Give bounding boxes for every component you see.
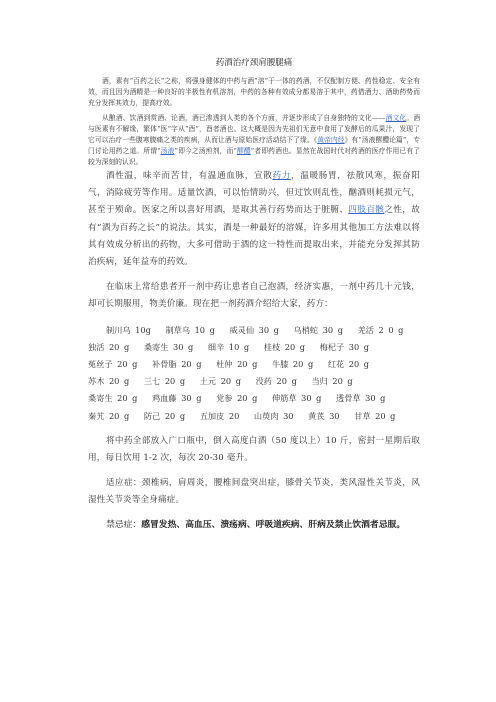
herb-item: 鸡血藤 30 g bbox=[152, 393, 202, 404]
link-sizhi-baihai[interactable]: 四肢百骸 bbox=[348, 205, 385, 216]
herb-item: 当归 20 g bbox=[311, 376, 353, 387]
herb-item: 防己 20 g bbox=[143, 410, 186, 421]
herb-item: 秦艽 20 g bbox=[88, 410, 130, 421]
herb-item: 补骨脂 20 g bbox=[152, 359, 202, 370]
herb-item: 土元 20 g bbox=[199, 376, 241, 387]
link-yaoli[interactable]: 药力 bbox=[272, 171, 291, 181]
herb-list bbox=[88, 322, 420, 425]
link-jiu-wenhua[interactable]: 酒文化 bbox=[385, 114, 407, 122]
herb-item: 制川乌 10g bbox=[106, 324, 151, 335]
herb-item: 红花 20 g bbox=[327, 359, 370, 370]
herb-item: 没药 20 g bbox=[255, 376, 297, 387]
herb-item: 威灵仙 30 g bbox=[229, 324, 279, 335]
herb-item: 细辛 10 g bbox=[207, 341, 250, 352]
link-laoli[interactable]: 醪醴 bbox=[236, 147, 251, 155]
herb-item: 桑寄生 30 g bbox=[143, 341, 194, 352]
contraindications-label: 禁忌症： bbox=[106, 519, 142, 530]
herb-item: 苏木 20 g bbox=[88, 376, 130, 387]
herb-item: 三七 20 g bbox=[143, 376, 186, 387]
page-title: 药酒治疗颈肩腰腿痛 bbox=[215, 58, 293, 68]
herb-item: 桑寄生 20 g bbox=[88, 393, 138, 404]
herb-item: 独活 20 g bbox=[88, 341, 130, 352]
paragraph-contraindications bbox=[88, 518, 420, 532]
document-page bbox=[88, 56, 420, 532]
herb-item: 乌梢蛇 30 g bbox=[293, 324, 343, 335]
paragraph-culture: 从酿酒、饮酒到赏酒、论酒，酒已渗透到人类的各个方面，并逐步形成了自身独特的文化——酒文化。酒与医素有不解缘，繁体“医”字从“酉”，酉者酒也。这大概是因为先祖们无意中食用了发酵后的瓜果汁，发现了它可以治疗一些腹寒腹痛之类的疾病，从而让酒与原始医疗活动结下了缘。《黄帝内经》有“汤液醪醴论篇”，专门讨论用药之道。所谓“汤液”即今之汤煎剂，而“醪醴”者即药酒也。显然在战国时代对药酒的医疗作用已有了较为深刻的认识。 bbox=[88, 114, 421, 166]
herb-item: 甘草 20 g bbox=[354, 410, 396, 421]
herb-item: 桂枝 20 g bbox=[263, 341, 306, 352]
paragraph-preparation: 将中药全部放入广口瓶中，倒入高度白酒（50 度以上）10 斤，密封一星期后取用，每日饮用 1-2 次，每次 20-30 毫升。 bbox=[88, 435, 420, 464]
herb-item: 五加皮 20 bbox=[199, 410, 240, 421]
herb-item: 羌活 2 0 g bbox=[357, 324, 404, 335]
herb-item: 伸筋草 30 g bbox=[271, 393, 322, 404]
link-huangdi-neijing[interactable]: 黄帝内经 bbox=[317, 136, 345, 144]
herb-item: 菟丝子 20 g bbox=[88, 359, 138, 370]
herb-item: 梅杞子 30 g bbox=[319, 341, 370, 352]
paragraph-properties: 酒性温，味辛而苦甘，有温通血脉，宣散药力，温暖肠胃，祛散风寒，振奋阳气，消除疲劳等作用。适量饮酒，可以怡情助兴，但过饮则乱性，酗酒则耗损元气，甚至于殒命。医家之所以喜好用酒，是取其善行药势而达于脏腑、四肢百骸之性，故有“酒为百药之长”的说法。其实，酒是一种最好的溶媒，许多用其他加工方法难以将其有效成分析出的药物，大多可借助于酒的这一特性而提取出来，并能充分发挥其防治疾病，延年益寿的药效。 bbox=[88, 171, 420, 268]
herb-item: 牛膝 20 g bbox=[271, 359, 314, 370]
paragraph-clinical: 在临床上常给患者开一剂中药让患者自己泡酒，经济实惠，一剂中药几十元钱，却可长期服用，物美价廉。现在把一剂药酒介绍给大家，药方： bbox=[88, 282, 420, 310]
herb-item: 山萸肉 30 bbox=[253, 410, 294, 421]
herb-item: 党参 20 g bbox=[216, 393, 258, 404]
herb-item: 黄芪 30 bbox=[308, 410, 340, 421]
contraindications-text: 感冒发热、高血压、溃疡病、呼吸道疾病、肝病及禁止饮酒者忌服。 bbox=[141, 519, 406, 530]
herb-item: 杜仲 20 g bbox=[216, 359, 258, 370]
paragraph-intro: 酒，素有“百药之长”之称，将强身健体的中药与酒“溶”于一体的药酒，不仅配制方便、药性稳定、安全有效，而且因为酒精是一种良好的半极性有机溶剂，中药的各种有效成分都易溶于其中，药借酒力、酒助药势而充分发挥其效力，提高疗效。 bbox=[88, 77, 420, 107]
herb-item: 透骨草 30 g bbox=[336, 393, 386, 404]
paragraph-indications: 适应症：颈椎病，肩周炎，腰椎间盘突出症，膝骨关节炎，类风湿性关节炎，风湿性关节炎等全身痛症。 bbox=[88, 478, 420, 506]
herb-item: 制草乌 10 g bbox=[165, 324, 215, 335]
link-tangye[interactable]: 汤液 bbox=[160, 147, 175, 155]
